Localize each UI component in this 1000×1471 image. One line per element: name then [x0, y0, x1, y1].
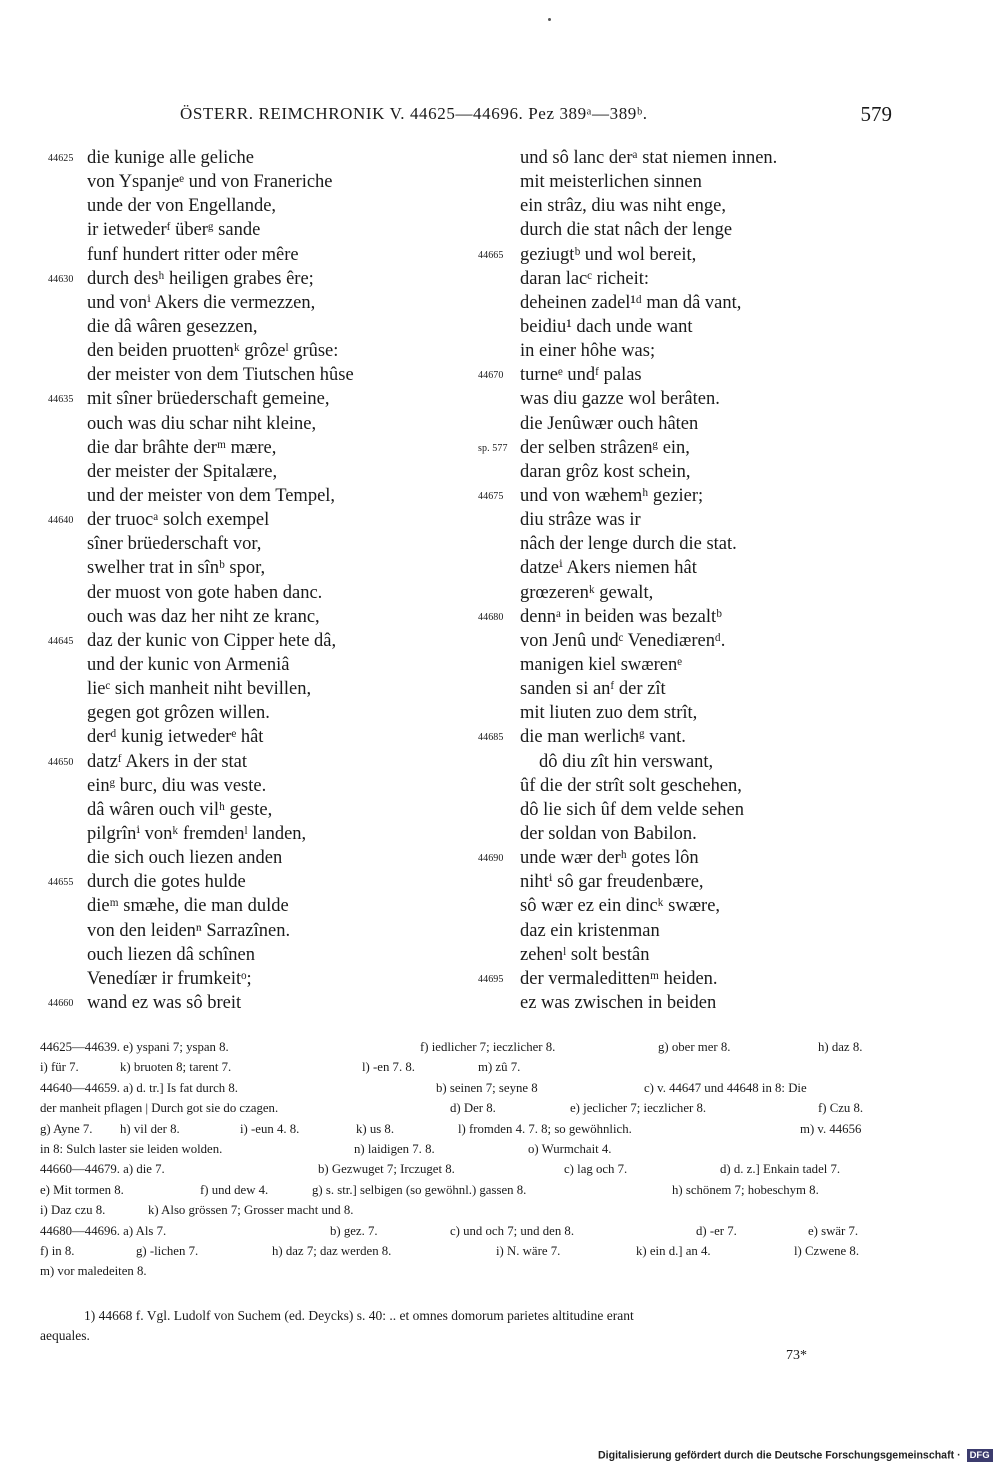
verse-line: [478, 315, 918, 339]
verse-text: durch die stat nâch der lenge: [520, 220, 733, 241]
verse-text: datzeⁱ Akers niemen hât: [520, 558, 697, 579]
apparatus-note: k) Also grössen 7; Grosser macht und 8.: [148, 1203, 354, 1218]
verse-text: der selben strâzenᵍ ein,: [520, 437, 690, 458]
verse-text: den beiden pruottenᵏ grôzeˡ grûse:: [87, 341, 339, 362]
verse-line: [478, 822, 918, 846]
verse-line: [478, 991, 918, 1015]
verse-text: von Jenû undᶜ Venediærenᵈ.: [520, 630, 726, 651]
verse-text: der meister der Spitalære,: [87, 461, 278, 482]
apparatus-note: b) gez. 7.: [330, 1223, 378, 1238]
apparatus-line: [40, 1057, 885, 1077]
apparatus-note: 44640—44659. a) d. tr.] Is fat durch 8.: [40, 1080, 238, 1095]
verse-line: [478, 194, 918, 218]
verse-line: [478, 363, 918, 387]
apparatus-note: d) d. z.] Enkain tadel 7.: [720, 1162, 841, 1177]
signature-mark: 73*: [786, 1348, 807, 1363]
verse-text: die kunige alle geliche: [87, 148, 254, 168]
dfg-banner: [598, 1449, 993, 1467]
verse-text: mit sîner brüederschaft gemeine,: [87, 389, 330, 410]
verse-text: von den leidenⁿ Sarrazînen.: [87, 920, 291, 941]
verse-text: ir ietwederᶠ überᵍ sande: [87, 220, 261, 241]
verse-text: die dâ wâren gesezzen,: [87, 316, 258, 337]
verse-line: [48, 243, 468, 267]
line-number: 44655: [48, 877, 74, 889]
line-number: 44640: [48, 515, 74, 527]
apparatus-line: [40, 1098, 885, 1118]
verse-text: was diu gazze wol berâten.: [520, 389, 720, 410]
apparatus-note: e) jeclicher 7; ieczlicher 8.: [570, 1101, 707, 1116]
verse-text: der vermaledittenᵐ heiden.: [520, 968, 718, 989]
apparatus-line: [40, 1078, 885, 1098]
verse-text: mit meisterlichen sinnen: [520, 172, 702, 193]
apparatus-note: f) und dew 4.: [200, 1182, 269, 1197]
line-number: 44645: [48, 635, 74, 647]
verse-text: beidiu¹ dach unde want: [520, 316, 693, 337]
verse-text: dô diu zît hin verswant,: [539, 751, 714, 772]
verse-text: zehenˡ solt bestân: [520, 944, 650, 965]
verse-text: funf hundert ritter oder mêre: [87, 244, 299, 265]
verse-text: ûf die der strît solt geschehen,: [520, 775, 742, 796]
verse-line: [478, 894, 918, 918]
apparatus-note: b) seinen 7; seyne 8: [436, 1080, 538, 1095]
verse-line: [478, 750, 918, 774]
verse-line: [48, 967, 468, 991]
running-header: [180, 104, 900, 134]
verse-line: [48, 460, 468, 484]
verse-text: pilgrînⁱ vonᵏ fremdenˡ landen,: [87, 823, 307, 844]
running-title: ÖSTERR. REIMCHRONIK V. 44625—44696. Pez 389ᵃ—389ᵇ.: [180, 104, 648, 123]
apparatus-note: d) -er 7.: [696, 1223, 737, 1238]
verse-text: die dar brâhte derᵐ mære,: [87, 437, 277, 458]
apparatus-note: b) Gezwuget 7; Irczuget 8.: [318, 1162, 455, 1177]
apparatus-note: m) zû 7.: [478, 1060, 521, 1075]
verse-line: [48, 750, 468, 774]
verse-line: [48, 218, 468, 242]
apparatus-note: m) vor maledeiten 8.: [40, 1264, 147, 1279]
apparatus-note: in 8: Sulch laster sie leiden wolden.: [40, 1141, 223, 1156]
verse-line: [48, 605, 468, 629]
line-number: 44635: [48, 394, 74, 406]
verse-text: gegen got grôzen willen.: [87, 703, 270, 724]
verse-text: in einer hôhe was;: [520, 341, 656, 362]
apparatus-note: l) fromden 4. 7. 8; so gewöhnlich.: [458, 1121, 632, 1136]
line-number: 44665: [478, 249, 504, 261]
apparatus-note: m) v. 44656: [800, 1121, 862, 1136]
verse-line: [478, 919, 918, 943]
apparatus-note: h) daz 8.: [818, 1040, 863, 1054]
apparatus-note: g) Ayne 7.: [40, 1121, 93, 1136]
apparatus-note: f) iedlicher 7; ieczlicher 8.: [420, 1040, 556, 1054]
apparatus-note: f) Czu 8.: [818, 1101, 864, 1116]
verse-text: ouch liezen dâ schînen: [87, 944, 255, 965]
verse-text: derᵈ kunig ietwederᵉ hât: [87, 727, 264, 748]
line-number: 44670: [478, 370, 504, 382]
verse-line: [48, 412, 468, 436]
page-number: 579: [860, 102, 892, 126]
line-number: 44675: [478, 490, 504, 502]
verse-line: [48, 701, 468, 725]
verse-text: lieᶜ sich manheit niht bevillen,: [87, 679, 312, 700]
verse-text: der muost von gote haben danc.: [87, 582, 323, 603]
verse-line: [48, 846, 468, 870]
verse-text: die man werlichᵍ vant.: [520, 727, 686, 748]
apparatus-note: l) -en 7. 8.: [362, 1060, 415, 1075]
line-number: 44680: [478, 611, 504, 623]
verse-text: unde der von Engellande,: [87, 196, 277, 217]
line-number: sp. 577: [478, 442, 508, 454]
line-number: 44660: [48, 997, 74, 1009]
apparatus-note: k) us 8.: [356, 1121, 395, 1136]
verse-line: [478, 436, 918, 460]
verse-line: [48, 919, 468, 943]
banner-text: Digitalisierung gefördert durch die Deutsche Forschungsgemeinschaft ·: [598, 1449, 961, 1462]
apparatus-line: [40, 1139, 885, 1159]
apparatus-note: c) lag och 7.: [564, 1162, 628, 1177]
verse-text: einᵍ burc, diu was veste.: [87, 775, 267, 796]
verse-line: [48, 194, 468, 218]
verse-text: mit liuten zuo dem strît,: [520, 703, 698, 724]
apparatus-note: k) ein d.] an 4.: [636, 1243, 711, 1258]
verse-text: die Jenûwær ouch hâten: [520, 413, 699, 434]
apparatus-line: [40, 1241, 885, 1261]
verse-line: [478, 774, 918, 798]
verse-line: [48, 870, 468, 894]
apparatus-line: [40, 1037, 885, 1057]
verse-text: ein strâz, diu was niht enge,: [520, 196, 727, 217]
verse-line: [478, 243, 918, 267]
verse-text: der meister von dem Tiutschen hûse: [87, 365, 354, 386]
verse-line: [478, 387, 918, 411]
verse-text: sô wær ez ein dincᵏ swære,: [520, 896, 721, 917]
apparatus-note: c) v. 44647 und 44648 in 8: Die: [644, 1080, 807, 1095]
verse-text: daran lacᶜ richeit:: [520, 268, 650, 289]
apparatus-note: d) Der 8.: [450, 1101, 496, 1116]
verse-line: [48, 725, 468, 749]
verse-text: und von wæhemʰ gezier;: [520, 485, 704, 506]
verse-text: deheinen zadel¹ᵈ man dâ vant,: [520, 292, 742, 313]
apparatus-note: k) bruoten 8; tarent 7.: [120, 1060, 232, 1075]
verse-line: [48, 315, 468, 339]
apparatus-note: i) für 7.: [40, 1060, 79, 1075]
verse-text: daz der kunic von Cipper hete dâ,: [87, 630, 337, 651]
verse-line: [478, 291, 918, 315]
verse-line: [48, 677, 468, 701]
apparatus-note: i) Daz czu 8.: [40, 1203, 106, 1218]
apparatus-note: h) daz 7; daz werden 8.: [272, 1243, 392, 1258]
verse-line: [48, 508, 468, 532]
verse-line: [478, 170, 918, 194]
verse-line: [48, 991, 468, 1015]
apparatus-note: g) ober mer 8.: [658, 1040, 731, 1054]
apparatus-note: h) schönem 7; hobeschym 8.: [672, 1182, 819, 1197]
verse-text: swelher trat in sînᵇ spor,: [87, 558, 266, 579]
verse-line: [478, 556, 918, 580]
apparatus-line: [40, 1200, 885, 1220]
line-number: 44625: [48, 153, 74, 164]
apparatus-note: n) laidigen 7. 8.: [354, 1141, 435, 1156]
line-number: 44630: [48, 273, 74, 285]
verse-line: [48, 387, 468, 411]
verse-line: [48, 436, 468, 460]
verse-line: [478, 146, 918, 170]
verse-line: [478, 870, 918, 894]
footnote: [40, 1306, 885, 1346]
line-number: 44685: [478, 732, 504, 744]
apparatus-line: [40, 1119, 885, 1139]
apparatus-note: e) Mit tormen 8.: [40, 1182, 124, 1197]
speck-mark: [548, 18, 551, 21]
verse-line: [48, 894, 468, 918]
verse-text: datzᶠ Akers in der stat: [87, 751, 248, 772]
apparatus-note: i) -eun 4. 8.: [240, 1121, 300, 1136]
apparatus-note: g) -lichen 7.: [136, 1243, 199, 1258]
verse-text: wand ez was sô breit: [87, 992, 242, 1013]
verse-line: [478, 846, 918, 870]
verse-text: durch desʰ heiligen grabes êre;: [87, 268, 314, 289]
footnote-line-1: 1) 44668 f. Vgl. Ludolf von Suchem (ed. Deycks) s. 40: .. et omnes domorum parietes altitudine erant: [84, 1308, 634, 1323]
verse-text: dennᵃ in beiden was bezaltᵇ: [520, 606, 722, 627]
verse-text: der truocᵃ solch exempel: [87, 510, 270, 531]
dfg-logo: DFG: [967, 1449, 993, 1462]
verse-text: daz ein kristenman: [520, 920, 660, 941]
line-number: 44650: [48, 756, 74, 768]
apparatus-note: 44680—44696. a) Als 7.: [40, 1223, 167, 1238]
verse-text: manigen kiel swærenᵉ: [520, 654, 682, 675]
verse-line: [478, 605, 918, 629]
verse-text: ouch was diu schar niht kleine,: [87, 413, 317, 434]
apparatus-note: o) Wurmchait 4.: [528, 1141, 612, 1156]
verse-line: [48, 556, 468, 580]
apparatus-note: h) vil der 8.: [120, 1121, 180, 1136]
verse-text: und vonⁱ Akers die vermezzen,: [87, 292, 316, 313]
verse-line: [478, 484, 918, 508]
apparatus-line: [40, 1261, 885, 1281]
verse-text: turneᵉ undᶠ palas: [520, 365, 642, 386]
verse-text: durch die gotes hulde: [87, 872, 246, 893]
verse-line: [478, 701, 918, 725]
footnote-line-2: aequales.: [40, 1328, 90, 1343]
verse-line: [478, 267, 918, 291]
apparatus-note: c) und och 7; und den 8.: [450, 1223, 575, 1238]
apparatus-note: i) N. wäre 7.: [496, 1243, 561, 1258]
verse-text: und der kunic von Armeniâ: [87, 654, 290, 675]
verse-line: [48, 822, 468, 846]
verse-line: [48, 581, 468, 605]
verse-text: ouch was daz her niht ze kranc,: [87, 606, 320, 627]
verse-text: grœzerenᵏ gewalt,: [520, 582, 654, 603]
apparatus-line: [40, 1159, 885, 1179]
verse-text: ez was zwischen in beiden: [520, 992, 717, 1013]
verse-line: [48, 774, 468, 798]
verse-text: von Yspanjeᵉ und von Franeriche: [87, 172, 333, 193]
apparatus-line: [40, 1180, 885, 1200]
apparatus-note: g) s. str.] selbigen (so gewöhnl.) gassen 8.: [312, 1182, 527, 1197]
verse-text: sanden si anᶠ der zît: [520, 679, 666, 700]
verse-text: der soldan von Babilon.: [520, 823, 697, 844]
left-verse-column: [48, 146, 468, 1015]
verse-line: [478, 532, 918, 556]
verse-text: Venedíær ir frumkeitᵒ;: [87, 968, 252, 989]
verse-text: daran grôz kost schein,: [520, 461, 691, 482]
verse-text: dâ wâren ouch vilʰ geste,: [87, 799, 273, 820]
verse-text: dieᵐ smæhe, die man dulde: [87, 896, 289, 917]
verse-line: [48, 629, 468, 653]
verse-text: und sô lanc derᵃ stat niemen innen.: [520, 148, 778, 168]
verse-line: [48, 291, 468, 315]
verse-line: [48, 532, 468, 556]
verse-line: [478, 629, 918, 653]
line-number: 44690: [478, 853, 504, 865]
verse-line: [478, 339, 918, 363]
verse-line: [478, 798, 918, 822]
verse-line: [48, 170, 468, 194]
verse-line: [478, 677, 918, 701]
verse-text: und der meister von dem Tempel,: [87, 485, 336, 506]
verse-line: [478, 653, 918, 677]
apparatus-note: der manheit pflagen | Durch got sie do czagen.: [40, 1101, 279, 1116]
apparatus-line: [40, 1221, 885, 1241]
verse-line: [478, 725, 918, 749]
verse-text: dô lie sich ûf dem velde sehen: [520, 799, 744, 820]
verse-line: [478, 943, 918, 967]
verse-line: [48, 484, 468, 508]
verse-line: [48, 339, 468, 363]
verse-line: [478, 412, 918, 436]
verse-text: nihtⁱ sô gar freudenbære,: [520, 872, 704, 893]
verse-line: [478, 967, 918, 991]
critical-apparatus: [40, 1037, 885, 1282]
apparatus-note: 44625—44639. e) yspani 7; yspan 8.: [40, 1040, 229, 1054]
apparatus-note: l) Czwene 8.: [794, 1243, 860, 1258]
apparatus-note: f) in 8.: [40, 1243, 75, 1258]
verse-text: die sich ouch liezen anden: [87, 848, 283, 869]
apparatus-note: 44660—44679. a) die 7.: [40, 1162, 165, 1177]
verse-line: [478, 460, 918, 484]
verse-line: [48, 653, 468, 677]
verse-line: [48, 798, 468, 822]
verse-line: [478, 581, 918, 605]
apparatus-note: e) swär 7.: [808, 1223, 859, 1238]
verse-line: [48, 943, 468, 967]
verse-text: unde wær derʰ gotes lôn: [520, 848, 699, 869]
verse-text: diu strâze was ir: [520, 510, 641, 531]
verse-line: [48, 146, 468, 170]
verse-line: [478, 508, 918, 532]
verse-line: [48, 363, 468, 387]
verse-line: [478, 218, 918, 242]
right-verse-column: [478, 146, 918, 1015]
line-number: 44695: [478, 973, 504, 985]
verse-line: [48, 267, 468, 291]
verse-text: geziugtᵇ und wol bereit,: [520, 244, 697, 265]
verse-text: nâch der lenge durch die stat.: [520, 534, 737, 555]
verse-text: sîner brüederschaft vor,: [87, 534, 262, 555]
